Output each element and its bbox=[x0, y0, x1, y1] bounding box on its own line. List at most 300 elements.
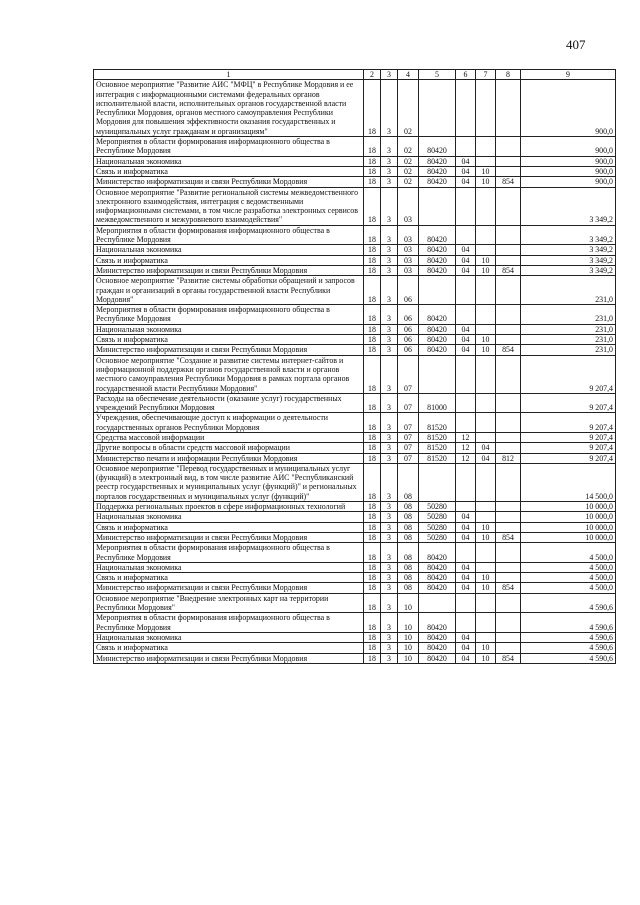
code-cell: 02 bbox=[398, 137, 419, 157]
table-row bbox=[94, 245, 616, 255]
code-cell: 80420 bbox=[419, 583, 456, 593]
code-cell: 18 bbox=[364, 562, 381, 572]
code-cell bbox=[456, 613, 476, 633]
code-cell: 18 bbox=[364, 632, 381, 642]
column-header: 8 bbox=[496, 70, 521, 80]
amount-cell: 10 000,0 bbox=[521, 502, 616, 512]
code-cell: 04 bbox=[456, 512, 476, 522]
code-cell: 07 bbox=[398, 393, 419, 413]
code-cell: 3 bbox=[381, 324, 398, 334]
row-name-cell: Связь и информатика bbox=[94, 643, 364, 653]
row-name-cell: Поддержка региональных проектов в сфере информационных технологий bbox=[94, 502, 364, 512]
code-cell: 18 bbox=[364, 276, 381, 305]
code-cell: 04 bbox=[456, 156, 476, 166]
code-cell: 06 bbox=[398, 335, 419, 345]
table-row bbox=[94, 512, 616, 522]
code-cell bbox=[476, 593, 496, 613]
code-cell: 3 bbox=[381, 245, 398, 255]
code-cell: 3 bbox=[381, 345, 398, 355]
table-header-row bbox=[94, 70, 616, 80]
code-cell bbox=[419, 463, 456, 501]
code-cell: 08 bbox=[398, 463, 419, 501]
code-cell: 18 bbox=[364, 463, 381, 501]
code-cell bbox=[476, 543, 496, 563]
code-cell: 02 bbox=[398, 177, 419, 187]
code-cell: 3 bbox=[381, 573, 398, 583]
row-name-cell: Министерство информатизации и связи Республики Мордовия bbox=[94, 345, 364, 355]
code-cell bbox=[456, 463, 476, 501]
amount-cell: 4 500,0 bbox=[521, 562, 616, 572]
table-row bbox=[94, 137, 616, 157]
code-cell: 07 bbox=[398, 355, 419, 393]
code-cell: 04 bbox=[456, 166, 476, 176]
code-cell bbox=[496, 593, 521, 613]
code-cell bbox=[496, 225, 521, 245]
row-name-cell: Национальная экономика bbox=[94, 512, 364, 522]
code-cell bbox=[476, 632, 496, 642]
code-cell: 18 bbox=[364, 255, 381, 265]
amount-cell: 9 207,4 bbox=[521, 443, 616, 453]
table-row bbox=[94, 432, 616, 442]
code-cell: 04 bbox=[456, 653, 476, 663]
code-cell: 3 bbox=[381, 137, 398, 157]
table-row bbox=[94, 583, 616, 593]
code-cell: 10 bbox=[476, 653, 496, 663]
code-cell: 3 bbox=[381, 532, 398, 542]
code-cell bbox=[496, 166, 521, 176]
code-cell bbox=[476, 613, 496, 633]
row-name-cell: Министерство печати и информации Республики Мордовия bbox=[94, 453, 364, 463]
code-cell bbox=[456, 225, 476, 245]
code-cell: 04 bbox=[456, 265, 476, 275]
code-cell bbox=[476, 324, 496, 334]
amount-cell: 231,0 bbox=[521, 324, 616, 334]
code-cell: 06 bbox=[398, 276, 419, 305]
amount-cell: 4 500,0 bbox=[521, 573, 616, 583]
code-cell: 12 bbox=[456, 432, 476, 442]
row-name-cell: Связь и информатика bbox=[94, 573, 364, 583]
table-row bbox=[94, 393, 616, 413]
code-cell: 10 bbox=[476, 345, 496, 355]
code-cell: 3 bbox=[381, 305, 398, 325]
code-cell bbox=[419, 276, 456, 305]
amount-cell: 900,0 bbox=[521, 137, 616, 157]
code-cell: 10 bbox=[398, 653, 419, 663]
code-cell: 18 bbox=[364, 512, 381, 522]
code-cell: 07 bbox=[398, 453, 419, 463]
amount-cell: 3 349,2 bbox=[521, 255, 616, 265]
code-cell: 18 bbox=[364, 522, 381, 532]
code-cell: 3 bbox=[381, 432, 398, 442]
code-cell: 3 bbox=[381, 187, 398, 225]
code-cell bbox=[496, 512, 521, 522]
code-cell: 04 bbox=[456, 335, 476, 345]
code-cell: 06 bbox=[398, 305, 419, 325]
code-cell bbox=[476, 187, 496, 225]
column-header: 1 bbox=[94, 70, 364, 80]
code-cell: 08 bbox=[398, 532, 419, 542]
table-row bbox=[94, 355, 616, 393]
code-cell: 07 bbox=[398, 443, 419, 453]
row-name-cell: Министерство информатизации и связи Республики Мордовия bbox=[94, 177, 364, 187]
column-header: 2 bbox=[364, 70, 381, 80]
code-cell: 3 bbox=[381, 177, 398, 187]
code-cell: 80420 bbox=[419, 225, 456, 245]
code-cell: 18 bbox=[364, 583, 381, 593]
row-name-cell: Основное мероприятие "Создание и развитие системы интернет-сайтов и информационной поддержки органов государственной власти и органов местного самоуправления Республики Мордовия в рамках портала органов государственной власти Республики Мордовия" bbox=[94, 355, 364, 393]
table-row bbox=[94, 502, 616, 512]
code-cell: 3 bbox=[381, 166, 398, 176]
budget-table bbox=[93, 69, 616, 664]
column-header: 4 bbox=[398, 70, 419, 80]
row-name-cell: Основное мероприятие "Развитие региональной системы межведомственного электронного взаимодействия, интеграция с ведомственными информационными системами, в том числе разработка электронных сервисов межведомственного и межуровневого взаимодействия" bbox=[94, 187, 364, 225]
code-cell: 80420 bbox=[419, 643, 456, 653]
code-cell: 854 bbox=[496, 532, 521, 542]
code-cell: 08 bbox=[398, 512, 419, 522]
code-cell: 04 bbox=[456, 562, 476, 572]
code-cell bbox=[419, 187, 456, 225]
code-cell bbox=[496, 255, 521, 265]
code-cell bbox=[496, 335, 521, 345]
code-cell bbox=[476, 245, 496, 255]
code-cell: 3 bbox=[381, 265, 398, 275]
code-cell: 812 bbox=[496, 453, 521, 463]
code-cell: 10 bbox=[476, 166, 496, 176]
table-row bbox=[94, 643, 616, 653]
code-cell: 50280 bbox=[419, 502, 456, 512]
amount-cell: 14 500,0 bbox=[521, 463, 616, 501]
code-cell: 18 bbox=[364, 443, 381, 453]
amount-cell: 3 349,2 bbox=[521, 265, 616, 275]
amount-cell: 10 000,0 bbox=[521, 512, 616, 522]
amount-cell: 9 207,4 bbox=[521, 432, 616, 442]
code-cell: 03 bbox=[398, 255, 419, 265]
code-cell bbox=[496, 502, 521, 512]
table-row bbox=[94, 543, 616, 563]
table-row bbox=[94, 187, 616, 225]
code-cell: 04 bbox=[456, 245, 476, 255]
code-cell: 3 bbox=[381, 463, 398, 501]
code-cell: 3 bbox=[381, 335, 398, 345]
code-cell bbox=[496, 443, 521, 453]
row-name-cell: Министерство информатизации и связи Республики Мордовия bbox=[94, 583, 364, 593]
code-cell: 80420 bbox=[419, 245, 456, 255]
table-row bbox=[94, 632, 616, 642]
table-row bbox=[94, 80, 616, 137]
table-row bbox=[94, 413, 616, 433]
code-cell: 18 bbox=[364, 653, 381, 663]
amount-cell: 231,0 bbox=[521, 345, 616, 355]
code-cell: 50280 bbox=[419, 512, 456, 522]
row-name-cell: Средства массовой информации bbox=[94, 432, 364, 442]
amount-cell: 231,0 bbox=[521, 276, 616, 305]
code-cell: 3 bbox=[381, 593, 398, 613]
code-cell: 3 bbox=[381, 522, 398, 532]
code-cell: 08 bbox=[398, 583, 419, 593]
table-row bbox=[94, 463, 616, 501]
code-cell: 18 bbox=[364, 156, 381, 166]
amount-cell: 3 349,2 bbox=[521, 225, 616, 245]
amount-cell: 900,0 bbox=[521, 177, 616, 187]
table-row bbox=[94, 156, 616, 166]
code-cell: 18 bbox=[364, 166, 381, 176]
row-name-cell: Министерство информатизации и связи Республики Мордовия bbox=[94, 265, 364, 275]
amount-cell: 4 590,6 bbox=[521, 632, 616, 642]
amount-cell: 900,0 bbox=[521, 80, 616, 137]
code-cell bbox=[496, 187, 521, 225]
row-name-cell: Национальная экономика bbox=[94, 324, 364, 334]
code-cell: 02 bbox=[398, 80, 419, 137]
code-cell: 3 bbox=[381, 613, 398, 633]
code-cell: 854 bbox=[496, 345, 521, 355]
code-cell: 10 bbox=[476, 522, 496, 532]
code-cell: 80420 bbox=[419, 613, 456, 633]
code-cell: 06 bbox=[398, 345, 419, 355]
amount-cell: 10 000,0 bbox=[521, 522, 616, 532]
code-cell: 04 bbox=[456, 255, 476, 265]
code-cell bbox=[476, 225, 496, 245]
code-cell bbox=[456, 80, 476, 137]
code-cell: 10 bbox=[476, 573, 496, 583]
code-cell: 80420 bbox=[419, 562, 456, 572]
amount-cell: 3 349,2 bbox=[521, 245, 616, 255]
code-cell: 04 bbox=[456, 324, 476, 334]
code-cell: 80420 bbox=[419, 265, 456, 275]
code-cell: 81000 bbox=[419, 393, 456, 413]
code-cell bbox=[496, 324, 521, 334]
code-cell: 03 bbox=[398, 265, 419, 275]
column-header: 3 bbox=[381, 70, 398, 80]
code-cell: 80420 bbox=[419, 632, 456, 642]
page-number: 407 bbox=[566, 37, 586, 52]
code-cell: 3 bbox=[381, 583, 398, 593]
code-cell: 18 bbox=[364, 355, 381, 393]
code-cell: 18 bbox=[364, 345, 381, 355]
code-cell: 04 bbox=[456, 177, 476, 187]
table-row bbox=[94, 177, 616, 187]
column-header: 7 bbox=[476, 70, 496, 80]
code-cell bbox=[456, 413, 476, 433]
code-cell: 18 bbox=[364, 324, 381, 334]
table-row bbox=[94, 166, 616, 176]
code-cell: 3 bbox=[381, 355, 398, 393]
code-cell: 08 bbox=[398, 543, 419, 563]
code-cell bbox=[496, 137, 521, 157]
code-cell: 3 bbox=[381, 643, 398, 653]
column-header: 6 bbox=[456, 70, 476, 80]
code-cell bbox=[476, 413, 496, 433]
code-cell: 08 bbox=[398, 573, 419, 583]
code-cell: 07 bbox=[398, 413, 419, 433]
code-cell: 854 bbox=[496, 177, 521, 187]
code-cell bbox=[456, 137, 476, 157]
code-cell: 3 bbox=[381, 156, 398, 166]
row-name-cell: Мероприятия в области формирования информационного общества в Республике Мордовия bbox=[94, 225, 364, 245]
code-cell: 18 bbox=[364, 643, 381, 653]
code-cell: 04 bbox=[456, 583, 476, 593]
code-cell: 3 bbox=[381, 453, 398, 463]
code-cell: 10 bbox=[476, 643, 496, 653]
code-cell: 18 bbox=[364, 432, 381, 442]
table-row bbox=[94, 335, 616, 345]
code-cell: 18 bbox=[364, 532, 381, 542]
code-cell: 80420 bbox=[419, 335, 456, 345]
code-cell: 80420 bbox=[419, 156, 456, 166]
code-cell: 80420 bbox=[419, 137, 456, 157]
table-row bbox=[94, 532, 616, 542]
code-cell bbox=[496, 245, 521, 255]
code-cell: 18 bbox=[364, 177, 381, 187]
column-header: 9 bbox=[521, 70, 616, 80]
code-cell bbox=[419, 355, 456, 393]
table-row bbox=[94, 255, 616, 265]
amount-cell: 900,0 bbox=[521, 166, 616, 176]
code-cell: 81520 bbox=[419, 443, 456, 453]
code-cell: 03 bbox=[398, 187, 419, 225]
code-cell bbox=[476, 512, 496, 522]
code-cell: 3 bbox=[381, 393, 398, 413]
amount-cell: 3 349,2 bbox=[521, 187, 616, 225]
code-cell: 3 bbox=[381, 632, 398, 642]
table-row bbox=[94, 305, 616, 325]
code-cell: 08 bbox=[398, 522, 419, 532]
code-cell bbox=[456, 276, 476, 305]
row-name-cell: Национальная экономика bbox=[94, 632, 364, 642]
row-name-cell: Основное мероприятие "Развитие АИС "МФЦ" в Республике Мордовия и ее интеграция с информационными системами федеральных органов исполнительной власти, исполнительных органов государственной власти Республики Мордовия, органов местного самоуправления Республики Мордовия для повышения эффективности оказания государственных и муниципальных услуг гражданам и организациям" bbox=[94, 80, 364, 137]
amount-cell: 4 500,0 bbox=[521, 583, 616, 593]
code-cell bbox=[456, 543, 476, 563]
code-cell: 18 bbox=[364, 187, 381, 225]
code-cell bbox=[456, 187, 476, 225]
amount-cell: 4 500,0 bbox=[521, 543, 616, 563]
row-name-cell: Связь и информатика bbox=[94, 522, 364, 532]
code-cell: 3 bbox=[381, 413, 398, 433]
code-cell bbox=[496, 305, 521, 325]
code-cell bbox=[476, 393, 496, 413]
code-cell: 12 bbox=[456, 443, 476, 453]
code-cell: 02 bbox=[398, 166, 419, 176]
amount-cell: 9 207,4 bbox=[521, 393, 616, 413]
code-cell: 03 bbox=[398, 225, 419, 245]
code-cell bbox=[496, 355, 521, 393]
code-cell: 80420 bbox=[419, 653, 456, 663]
code-cell: 04 bbox=[456, 632, 476, 642]
amount-cell: 4 590,6 bbox=[521, 653, 616, 663]
code-cell bbox=[476, 305, 496, 325]
code-cell: 18 bbox=[364, 305, 381, 325]
table-row bbox=[94, 453, 616, 463]
code-cell: 10 bbox=[476, 583, 496, 593]
amount-cell: 9 207,4 bbox=[521, 413, 616, 433]
code-cell: 80420 bbox=[419, 255, 456, 265]
table-row bbox=[94, 265, 616, 275]
amount-cell: 10 000,0 bbox=[521, 532, 616, 542]
table-body bbox=[94, 80, 616, 664]
code-cell bbox=[496, 276, 521, 305]
code-cell: 10 bbox=[476, 532, 496, 542]
code-cell: 3 bbox=[381, 255, 398, 265]
code-cell bbox=[496, 413, 521, 433]
code-cell: 50280 bbox=[419, 522, 456, 532]
code-cell: 06 bbox=[398, 324, 419, 334]
code-cell: 80420 bbox=[419, 573, 456, 583]
code-cell bbox=[476, 355, 496, 393]
row-name-cell: Национальная экономика bbox=[94, 245, 364, 255]
code-cell bbox=[496, 393, 521, 413]
code-cell: 04 bbox=[456, 345, 476, 355]
code-cell bbox=[456, 355, 476, 393]
code-cell: 18 bbox=[364, 613, 381, 633]
code-cell bbox=[496, 432, 521, 442]
table-row bbox=[94, 345, 616, 355]
code-cell: 04 bbox=[476, 453, 496, 463]
code-cell bbox=[476, 432, 496, 442]
code-cell: 3 bbox=[381, 225, 398, 245]
code-cell: 854 bbox=[496, 583, 521, 593]
code-cell bbox=[476, 137, 496, 157]
table-row bbox=[94, 225, 616, 245]
table-row bbox=[94, 443, 616, 453]
code-cell: 04 bbox=[456, 573, 476, 583]
code-cell bbox=[476, 156, 496, 166]
code-cell: 10 bbox=[398, 613, 419, 633]
code-cell: 04 bbox=[456, 643, 476, 653]
code-cell bbox=[419, 593, 456, 613]
code-cell bbox=[476, 276, 496, 305]
row-name-cell: Национальная экономика bbox=[94, 156, 364, 166]
code-cell bbox=[456, 593, 476, 613]
code-cell: 3 bbox=[381, 543, 398, 563]
code-cell bbox=[476, 463, 496, 501]
code-cell bbox=[476, 562, 496, 572]
code-cell: 18 bbox=[364, 335, 381, 345]
code-cell: 18 bbox=[364, 413, 381, 433]
row-name-cell: Основное мероприятие "Внедрение электронных карт на территории Республики Мордовия" bbox=[94, 593, 364, 613]
amount-cell: 231,0 bbox=[521, 305, 616, 325]
code-cell: 04 bbox=[476, 443, 496, 453]
code-cell: 10 bbox=[398, 643, 419, 653]
table-row bbox=[94, 593, 616, 613]
code-cell bbox=[496, 613, 521, 633]
row-name-cell: Основное мероприятие "Развитие системы обработки обращений и запросов граждан и организаций в органы государственной власти Республики Мордовия" bbox=[94, 276, 364, 305]
code-cell bbox=[496, 522, 521, 532]
row-name-cell: Расходы на обеспечение деятельности (оказание услуг) государственных учреждений Республики Мордовия bbox=[94, 393, 364, 413]
amount-cell: 9 207,4 bbox=[521, 355, 616, 393]
table-row bbox=[94, 573, 616, 583]
amount-cell: 4 590,6 bbox=[521, 613, 616, 633]
code-cell: 3 bbox=[381, 562, 398, 572]
table-row bbox=[94, 324, 616, 334]
code-cell bbox=[456, 393, 476, 413]
code-cell: 3 bbox=[381, 276, 398, 305]
code-cell: 03 bbox=[398, 245, 419, 255]
row-name-cell: Мероприятия в области формирования информационного общества в Республике Мордовия bbox=[94, 305, 364, 325]
code-cell bbox=[496, 80, 521, 137]
code-cell: 50280 bbox=[419, 532, 456, 542]
code-cell: 18 bbox=[364, 453, 381, 463]
code-cell bbox=[419, 80, 456, 137]
code-cell: 18 bbox=[364, 543, 381, 563]
code-cell: 80420 bbox=[419, 543, 456, 563]
row-name-cell: Связь и информатика bbox=[94, 255, 364, 265]
code-cell: 10 bbox=[476, 335, 496, 345]
code-cell: 10 bbox=[398, 593, 419, 613]
code-cell: 02 bbox=[398, 156, 419, 166]
table-row bbox=[94, 613, 616, 633]
code-cell bbox=[496, 543, 521, 563]
code-cell: 18 bbox=[364, 393, 381, 413]
code-cell bbox=[496, 643, 521, 653]
